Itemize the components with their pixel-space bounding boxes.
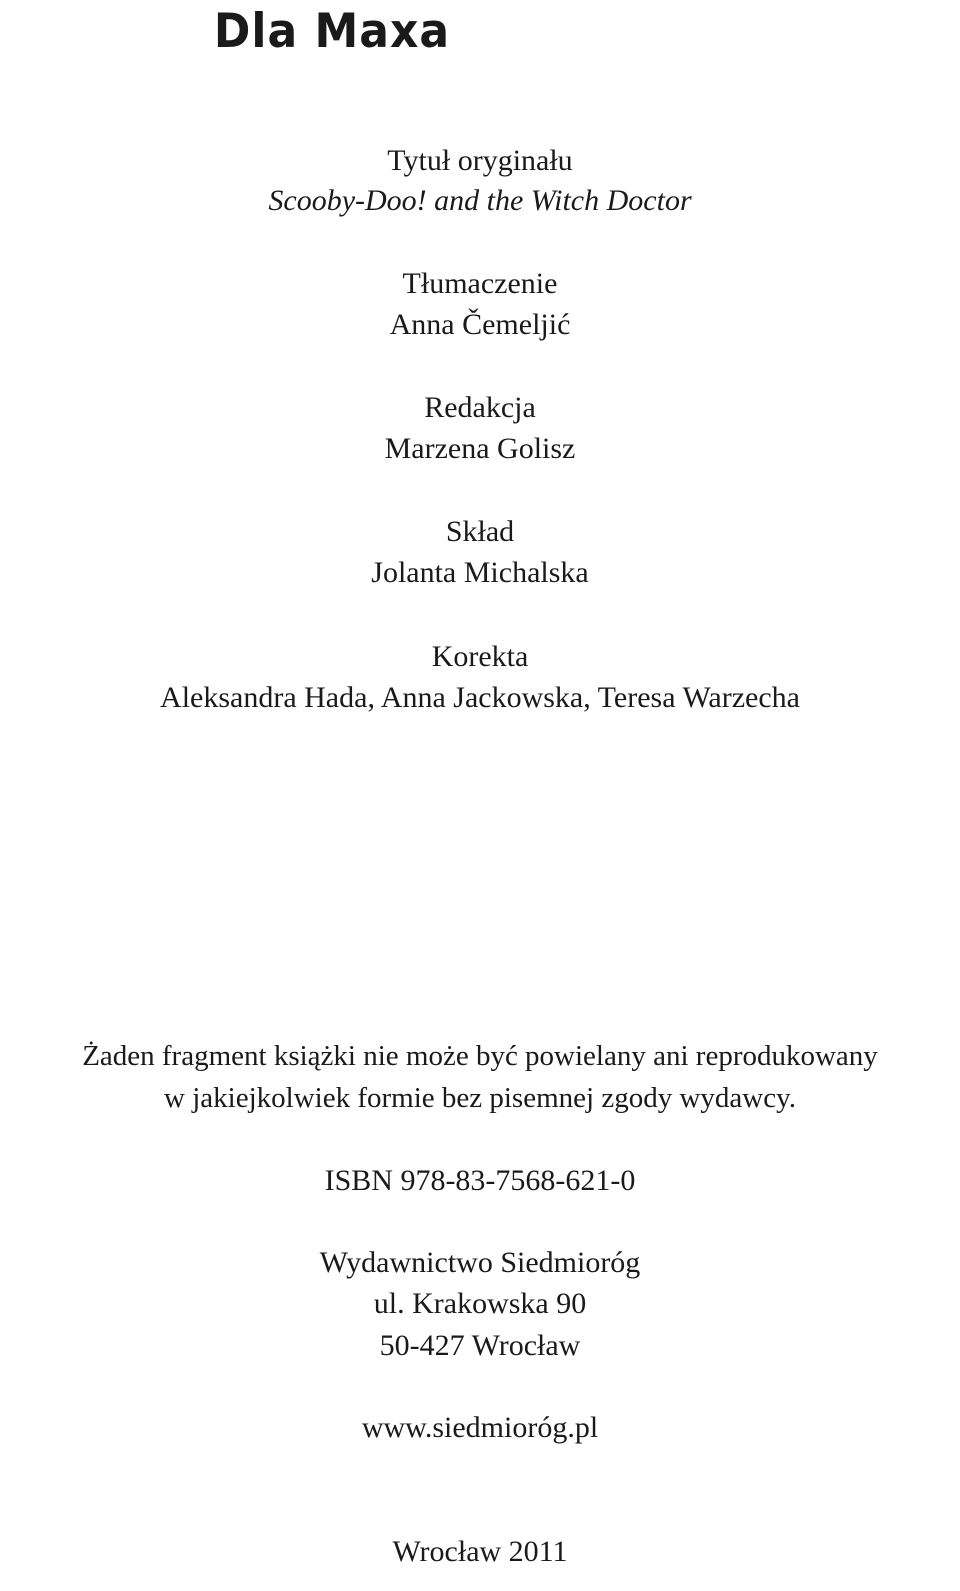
dedication-heading: Dla Maxa <box>213 3 451 60</box>
original-title-label: Tytuł oryginału <box>387 144 573 177</box>
typesetter-name: Jolanta Michalska <box>371 556 589 589</box>
proofreading-label: Korekta <box>431 640 529 673</box>
copyright-notice-line-2: w jakiejkolwiek formie bez pisemnej zgody wydawcy. <box>164 1082 796 1114</box>
imprint-place-year: Wrocław 2011 <box>392 1535 568 1568</box>
publisher-street: ul. Krakowska 90 <box>373 1287 587 1320</box>
original-title-value: Scooby-Doo! and the Witch Doctor <box>268 184 692 217</box>
publisher-name: Wydawnictwo Siedmioróg <box>319 1246 641 1279</box>
copyright-notice-line-1: Żaden fragment książki nie może być powielany ani reprodukowany <box>82 1040 878 1072</box>
editing-label: Redakcja <box>424 391 536 424</box>
publisher-city: 50-427 Wrocław <box>379 1329 581 1362</box>
proofreaders-names: Aleksandra Hada, Anna Jackowska, Teresa Warzecha <box>160 681 800 714</box>
typesetting-label: Skład <box>445 515 515 548</box>
publisher-website: www.siedmioróg.pl <box>361 1411 599 1444</box>
translator-name: Anna Čemeljić <box>389 308 571 341</box>
isbn: ISBN 978-83-7568-621-0 <box>324 1164 636 1197</box>
editor-name: Marzena Golisz <box>384 432 576 465</box>
translation-label: Tłumaczenie <box>402 267 558 300</box>
